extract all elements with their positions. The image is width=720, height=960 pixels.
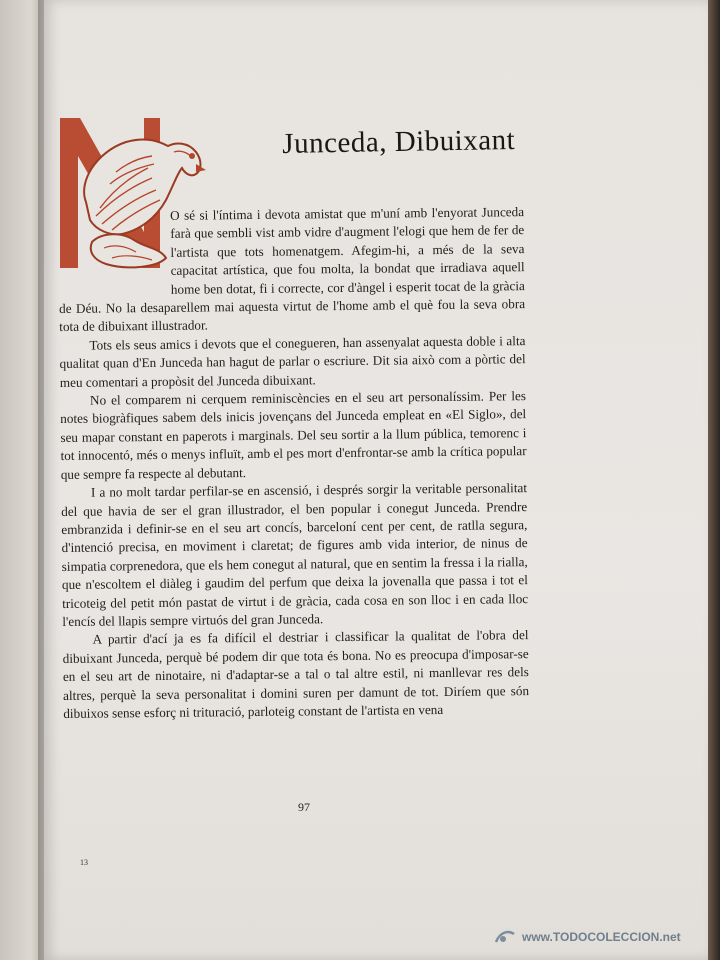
paragraph-2: Tots els seus amics i devots que el conegueren, han assenyalat aquesta doble i alta qualitat quan d'En Junceda han hagut de parlar o escriure. Dit sia això com a pòrtic del meu comentari a propòsit del Junceda dibuixant. (59, 332, 526, 390)
watermark (494, 928, 681, 946)
body-text (58, 203, 529, 723)
paragraph-3: No el comparem ni cerquem reminiscències en el seu art personalíssim. Per les notes biogràfiques sabem dels inicis jovençans del Junceda empleat en «El Siglo», del seu mapar constant en paperots i marginals. Del seu sortir a la llum pública, temorenc i tot innocentó, més o menys influït, amb el pes mort d'enfrontar-se amb la crítica popular que sempre fa respecte al debutant. (60, 388, 527, 482)
todocoleccion-logo-icon (494, 928, 516, 946)
signature-mark: 13 (80, 858, 88, 867)
paragraph-4: I a no molt tardar perfilar-se en ascensió, i després sorgir la veritable personalitat del que havia de ser el gran illustrador, el ben popular i conegut Junceda. Prendre embranzida i definir-se en el seu art concís, barceloní cent per cent, de ratlla segura, d'intenció precisa, en moviment i claretat; de figures amb vida interior, de ninus de simpatia corprenedora, que els hem conegut al natural, que en sentim la fressa i la rialla, que n'escoltem el diàleg i gaudim del perfum que deixa la jovenalla que passa i tot el tricoteig del petit món pastat de virtut i de gràcia, cada cosa en son lloc i en cada lloc l'encís del llapis sempre virtuós del gran Junceda. (61, 480, 529, 629)
paragraph-1-text: O sé si l'íntima i devota amistat que m'uní amb l'enyorat Junceda farà que sembli vist amb vidre d'augment l'elogi que hem de fer de l'artista que tots homenatgem. Afegim-hi, a més de la seva capacitat artística, que fou molta, la bondat que irradiava aquell home ben dotat, fi i correcte, cor d'àngel i esperit tocat de la gràcia de Déu. No la desaparellem mai aquesta virtut de l'home amb el què fou la seva obra tota de dibuixant illustrador. (58, 204, 526, 335)
initial-space (58, 207, 171, 282)
page-number: 97 (298, 800, 310, 814)
watermark-text: www.TODOCOLECCION.net (522, 930, 681, 944)
paragraph-5: A partir d'ací ja es fa difícil el destriar i classificar la qualitat de l'obra del dibuixant Junceda, perquè bé podem dir que tota és bona. No es preocupa d'imposar-se en el seu art de ninotaire, ni d'adaptar-se a tal o tal altre estil, ni manllevar res dels altres, perquè la seva personalitat i domini suren per damunt de tot. Diríem que són dibuixos sense esforç ni trituració, parloteig constant de l'artista en vena (62, 627, 530, 721)
paragraph-1 (58, 203, 525, 337)
right-page-edge (708, 0, 720, 960)
chapter-title: Junceda, Dibuixant (282, 123, 516, 160)
